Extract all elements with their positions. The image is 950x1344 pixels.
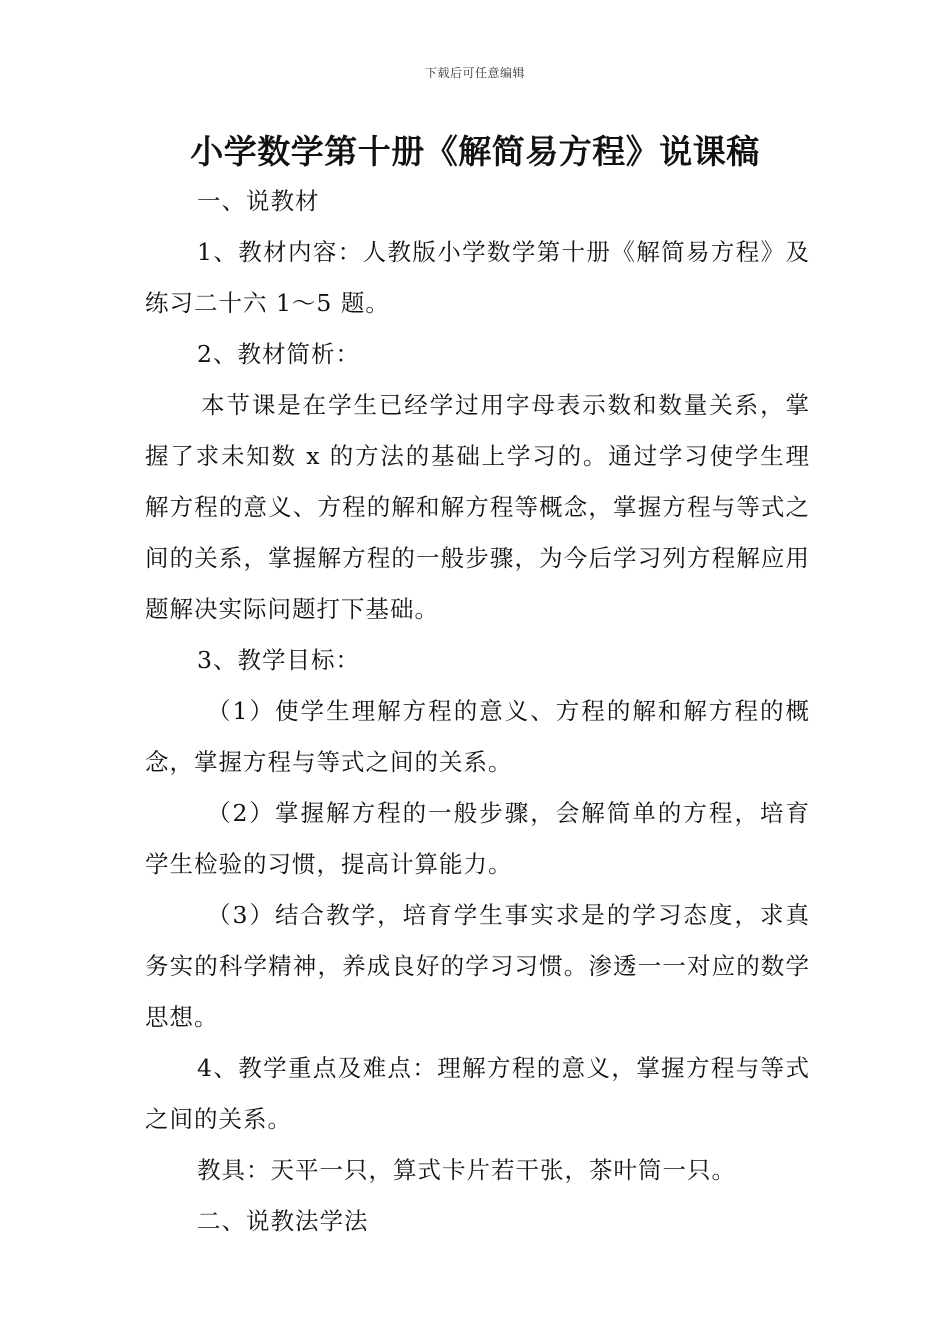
section-heading-methods: 二、说教法学法 [197,1207,369,1235]
paragraph-goal-2: （2）掌握解方程的一般步骤，会解简单的方程，培育学生检验的习惯，提高计算能力。 [145,799,810,878]
paragraph-material-analysis: 本节课是在学生已经学过用字母表示数和数量关系，掌握了求未知数 x 的方法的基础上学习的。通过学习使学生理解方程的意义、方程的解和解方程等概念，掌握方程与等式之间的关系，掌握解方程的一般步骤，为今后学习列方程解应用题解决实际问题打下基础。 [145,391,810,623]
paragraph-goal-3: （3）结合教学，培育学生事实求是的学习态度，求真务实的科学精神，养成良好的学习习惯。渗透一一对应的数学思想。 [145,901,810,1031]
paragraph-teaching-aids: 教具：天平一只，算式卡片若干张，茶叶筒一只。 [197,1156,736,1184]
paragraph-teaching-goals-heading: 3、教学目标： [197,646,360,674]
paragraph-material-analysis-heading: 2、教材简析： [197,340,360,368]
paragraph-goal-1: （1）使学生理解方程的意义、方程的解和解方程的概念，掌握方程与等式之间的关系。 [145,697,810,776]
paragraph-key-points: 4、教学重点及难点：理解方程的意义，掌握方程与等式之间的关系。 [145,1054,810,1133]
paragraph-material-content: 1、教材内容：人教版小学数学第十册《解简易方程》及练习二十六 1～5 题。 [145,238,810,317]
section-heading-teaching-material: 一、说教材 [197,187,320,215]
document-title: 小学数学第十册《解简易方程》说课稿 [190,132,760,171]
header-note: 下载后可任意编辑 [424,66,525,80]
document-body [145,176,810,1247]
